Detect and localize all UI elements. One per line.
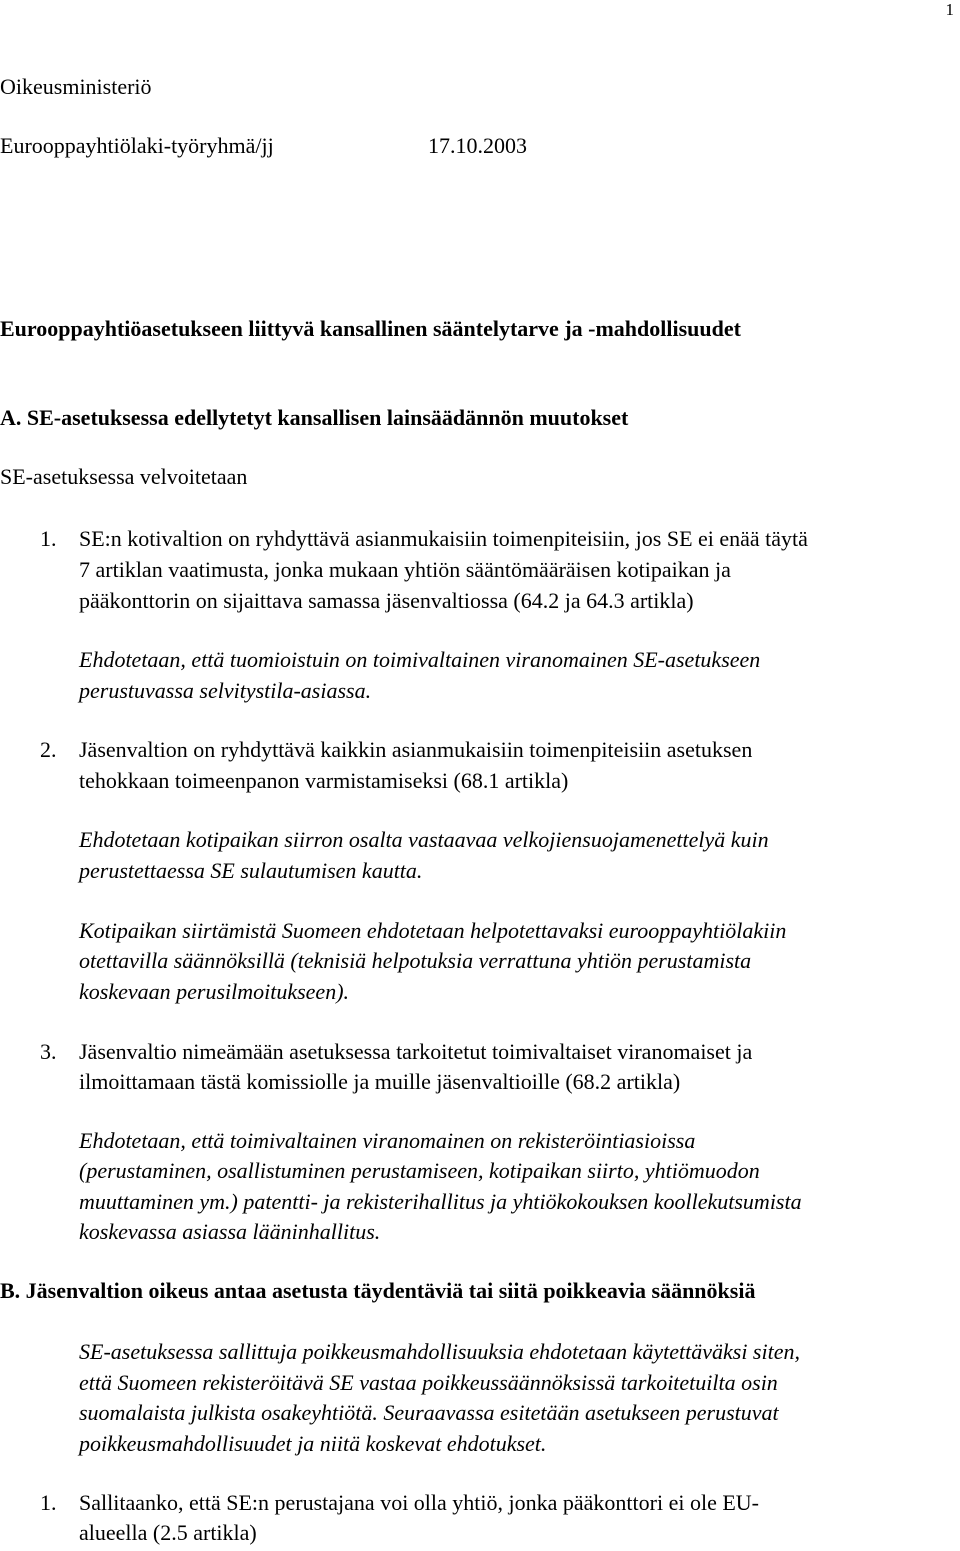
proposal-line: Ehdotetaan, että toimivaltainen viranomainen on rekisteröintiasioissa xyxy=(79,1128,696,1153)
document-title: Eurooppayhtiöasetukseen liittyvä kansallinen sääntelytarve ja -mahdollisuudet xyxy=(0,316,741,341)
proposal-line: Ehdotetaan, että tuomioistuin on toimivaltainen viranomainen SE-asetukseen xyxy=(79,647,761,672)
proposal-line: Kotipaikan siirtämistä Suomeen ehdotetaan helpotettavaksi eurooppayhtiölakiin xyxy=(79,918,787,943)
item-text-line: ilmoittamaan tästä komissiolle ja muille jäsenvaltioille (68.2 artikla) xyxy=(79,1069,681,1094)
section-b-intro-line: suomalaista julkista osakeyhtiötä. Seuraavassa esitetään asetukseen perustuvat xyxy=(79,1400,779,1425)
item-number: 3. xyxy=(40,1039,57,1064)
section-a-intro: SE-asetuksessa velvoitetaan xyxy=(0,464,248,489)
section-b-intro-line: SE-asetuksessa sallittuja poikkeusmahdollisuuksia ehdotetaan käytettäväksi siten, xyxy=(79,1339,800,1364)
document-date: 17.10.2003 xyxy=(428,133,527,158)
proposal-line: muuttaminen ym.) patentti- ja rekisterihallitus ja yhtiökokouksen koollekutsumista xyxy=(79,1189,802,1214)
item-number: 1. xyxy=(40,526,57,551)
item-text-line: Jäsenvaltion on ryhdyttävä kaikkin asianmukaisiin toimenpiteisiin asetuksen xyxy=(79,737,753,762)
section-a-heading: A. SE-asetuksessa edellytetyt kansallisen lainsäädännön muutokset xyxy=(0,405,629,430)
section-b-intro-line: että Suomeen rekisteröitävä SE vastaa poikkeussäännöksissä tarkoitetuilta osin xyxy=(79,1370,778,1395)
page-number: 1 xyxy=(945,0,954,19)
ministry-name: Oikeusministeriö xyxy=(0,74,152,99)
working-group: Eurooppayhtiölaki-työryhmä/jj xyxy=(0,133,274,158)
item-text-line: alueella (2.5 artikla) xyxy=(79,1520,257,1545)
proposal-line: perustuvassa selvitystila-asiassa. xyxy=(79,678,372,703)
item-text-line: Jäsenvaltio nimeämään asetuksessa tarkoitetut toimivaltaiset viranomaiset ja xyxy=(79,1039,753,1064)
section-b-intro-line: poikkeusmahdollisuudet ja niitä koskevat ehdotukset. xyxy=(79,1431,547,1456)
item-number: 2. xyxy=(40,737,57,762)
proposal-line: (perustaminen, osallistuminen perustamiseen, kotipaikan siirto, yhtiömuodon xyxy=(79,1158,760,1183)
proposal-line: perustettaessa SE sulautumisen kautta. xyxy=(79,858,423,883)
section-b-heading: B. Jäsenvaltion oikeus antaa asetusta täydentäviä tai siitä poikkeavia säännöksiä xyxy=(0,1278,756,1303)
proposal-line: koskevassa asiassa lääninhallitus. xyxy=(79,1219,381,1244)
item-number: 1. xyxy=(40,1490,57,1515)
proposal-line: Ehdotetaan kotipaikan siirron osalta vastaavaa velkojiensuojamenettelyä kuin xyxy=(79,827,769,852)
item-text-line: tehokkaan toimeenpanon varmistamiseksi (68.1 artikla) xyxy=(79,768,569,793)
proposal-line: otettavilla säännöksillä (teknisiä helpotuksia verrattuna yhtiön perustamista xyxy=(79,948,752,973)
item-text-line: SE:n kotivaltion on ryhdyttävä asianmukaisiin toimenpiteisiin, jos SE ei enää täytä xyxy=(79,526,808,551)
item-text-line: pääkonttorin on sijaittava samassa jäsenvaltiossa (64.2 ja 64.3 artikla) xyxy=(79,588,694,613)
item-text-line: Sallitaanko, että SE:n perustajana voi olla yhtiö, jonka pääkonttori ei ole EU- xyxy=(79,1490,759,1515)
proposal-line: koskevaan perusilmoitukseen). xyxy=(79,979,350,1004)
item-text-line: 7 artiklan vaatimusta, jonka mukaan yhtiön sääntömääräisen kotipaikan ja xyxy=(79,557,731,582)
